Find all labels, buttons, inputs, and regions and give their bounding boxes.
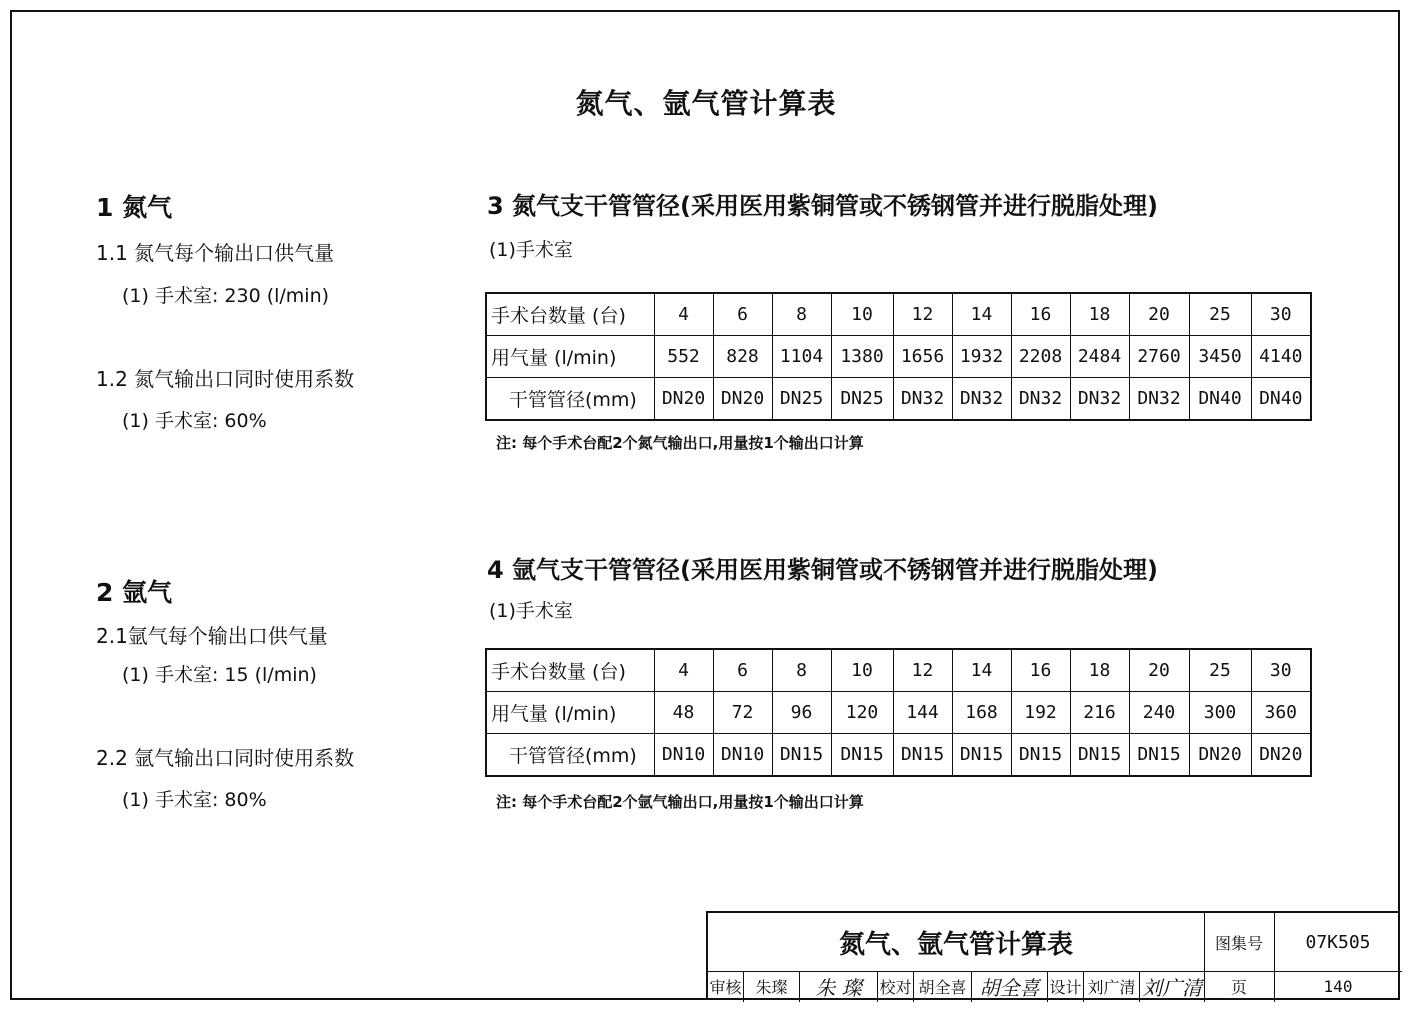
table-cell: DN32: [952, 378, 1011, 421]
reviewer-name: 朱璨: [744, 971, 800, 1002]
nitrogen-factor-value: (1) 手术室: 60%: [122, 410, 267, 432]
table-cell: 20: [1129, 293, 1189, 336]
table-cell: 1932: [952, 336, 1011, 378]
table-cell: 6: [713, 293, 772, 336]
atlas-number: 07K505: [1305, 931, 1371, 953]
table-cell: 360: [1251, 692, 1311, 734]
page-label: 页: [1230, 978, 1247, 997]
nitrogen-heading: 1 氮气: [96, 193, 173, 222]
table-cell: 1380: [831, 336, 893, 378]
table-cell: 10: [831, 649, 893, 692]
table-cell: DN15: [893, 734, 952, 777]
row-label: 干管管径(mm): [486, 734, 654, 777]
table-cell: 552: [654, 336, 713, 378]
table-cell: DN40: [1189, 378, 1251, 421]
table-cell: 6: [713, 649, 772, 692]
table-cell: DN20: [654, 378, 713, 421]
table-cell: 192: [1011, 692, 1070, 734]
table-cell: DN40: [1251, 378, 1311, 421]
row-label: 干管管径(mm): [486, 378, 654, 421]
table-row: [486, 734, 1311, 777]
designer-signature: 刘广清: [1142, 976, 1202, 1000]
table-cell: DN25: [772, 378, 831, 421]
checker-signature: 胡全喜: [972, 971, 1048, 1002]
table-cell: DN15: [952, 734, 1011, 777]
argon-supply-value: (1) 手术室: 15 (l/min): [122, 664, 317, 686]
table-cell: 25: [1189, 649, 1251, 692]
table-cell: 828: [713, 336, 772, 378]
table-cell: 10: [831, 293, 893, 336]
section3-title: 3 氮气支干管管径(采用医用紫铜管或不锈钢管并进行脱脂处理): [487, 192, 1158, 220]
table-cell: 18: [1070, 293, 1129, 336]
table-cell: 8: [772, 649, 831, 692]
argon-factor-value: (1) 手术室: 80%: [122, 789, 267, 811]
table-cell: 4: [654, 649, 713, 692]
argon-table: [485, 648, 1312, 777]
design-label: 设计: [1048, 971, 1084, 1002]
table-cell: DN15: [1070, 734, 1129, 777]
section3-note: 注: 每个手术台配2个氮气输出口,用量按1个输出口计算: [496, 434, 864, 452]
table-cell: 12: [893, 293, 952, 336]
table-cell: 96: [772, 692, 831, 734]
table-cell: 16: [1011, 649, 1070, 692]
table-cell: 14: [952, 293, 1011, 336]
table-cell: 1104: [772, 336, 831, 378]
table-cell: DN20: [1251, 734, 1311, 777]
table-cell: 144: [893, 692, 952, 734]
table-cell: 120: [831, 692, 893, 734]
checker-name: 胡全喜: [914, 971, 972, 1002]
table-cell: 240: [1129, 692, 1189, 734]
check-label: 校对: [878, 971, 914, 1002]
nitrogen-supply-value: (1) 手术室: 230 (l/min): [122, 285, 330, 307]
table-cell: 2760: [1129, 336, 1189, 378]
nitrogen-supply-heading: 1.1 氮气每个输出口供气量: [96, 241, 335, 265]
section3-subtitle: (1)手术室: [489, 239, 573, 261]
table-cell: 1656: [893, 336, 952, 378]
nitrogen-table: [485, 292, 1312, 421]
table-cell: 300: [1189, 692, 1251, 734]
table-cell: 18: [1070, 649, 1129, 692]
table-cell: DN20: [1189, 734, 1251, 777]
table-cell: 3450: [1189, 336, 1251, 378]
table-cell: DN15: [772, 734, 831, 777]
section4-subtitle: (1)手术室: [489, 600, 573, 622]
table-cell: DN25: [831, 378, 893, 421]
row-label: 手术台数量 (台): [486, 649, 654, 692]
row-label: 手术台数量 (台): [486, 293, 654, 336]
table-cell: DN10: [654, 734, 713, 777]
table-row: [486, 293, 1311, 336]
table-cell: DN32: [1011, 378, 1070, 421]
table-cell: DN32: [1070, 378, 1129, 421]
table-row: [486, 692, 1311, 734]
row-label: 用气量 (l/min): [486, 336, 654, 378]
table-cell: 30: [1251, 293, 1311, 336]
argon-heading: 2 氩气: [96, 578, 173, 607]
reviewer-signature: 朱 璨: [800, 971, 878, 1002]
argon-supply-heading: 2.1氩气每个输出口供气量: [96, 624, 328, 648]
table-cell: DN32: [893, 378, 952, 421]
table-cell: 12: [893, 649, 952, 692]
row-label: 用气量 (l/min): [486, 692, 654, 734]
table-cell: 216: [1070, 692, 1129, 734]
table-cell: 25: [1189, 293, 1251, 336]
table-cell: 30: [1251, 649, 1311, 692]
table-cell: 16: [1011, 293, 1070, 336]
table-cell: DN32: [1129, 378, 1189, 421]
table-row: [486, 378, 1311, 421]
table-cell: DN15: [1129, 734, 1189, 777]
table-cell: 48: [654, 692, 713, 734]
designer-name: 刘广清: [1084, 971, 1140, 1002]
table-cell: 72: [713, 692, 772, 734]
review-label: 审核: [708, 971, 744, 1002]
table-cell: 14: [952, 649, 1011, 692]
table-cell: DN20: [713, 378, 772, 421]
table-cell: 8: [772, 293, 831, 336]
argon-factor-heading: 2.2 氩气输出口同时使用系数: [96, 746, 355, 770]
table-cell: 20: [1129, 649, 1189, 692]
table-cell: 168: [952, 692, 1011, 734]
table-cell: DN10: [713, 734, 772, 777]
section4-note: 注: 每个手术台配2个氩气输出口,用量按1个输出口计算: [496, 793, 864, 811]
title-block: [706, 911, 1400, 1000]
drawing-frame: [10, 10, 1400, 1000]
table-cell: 2208: [1011, 336, 1070, 378]
page-title: 氮气、氩气管计算表: [575, 87, 837, 120]
table-cell: 4140: [1251, 336, 1311, 378]
table-cell: 4: [654, 293, 713, 336]
page-number: 140: [1323, 977, 1353, 996]
title-block-title: 氮气、氩气管计算表: [708, 913, 1204, 972]
table-cell: 2484: [1070, 336, 1129, 378]
table-cell: DN15: [831, 734, 893, 777]
section4-title: 4 氩气支干管管径(采用医用紫铜管或不锈钢管并进行脱脂处理): [487, 556, 1158, 584]
table-row: [486, 336, 1311, 378]
nitrogen-factor-heading: 1.2 氮气输出口同时使用系数: [96, 367, 355, 391]
table-cell: DN15: [1011, 734, 1070, 777]
table-row: [486, 649, 1311, 692]
atlas-label: 图集号: [1214, 933, 1263, 953]
